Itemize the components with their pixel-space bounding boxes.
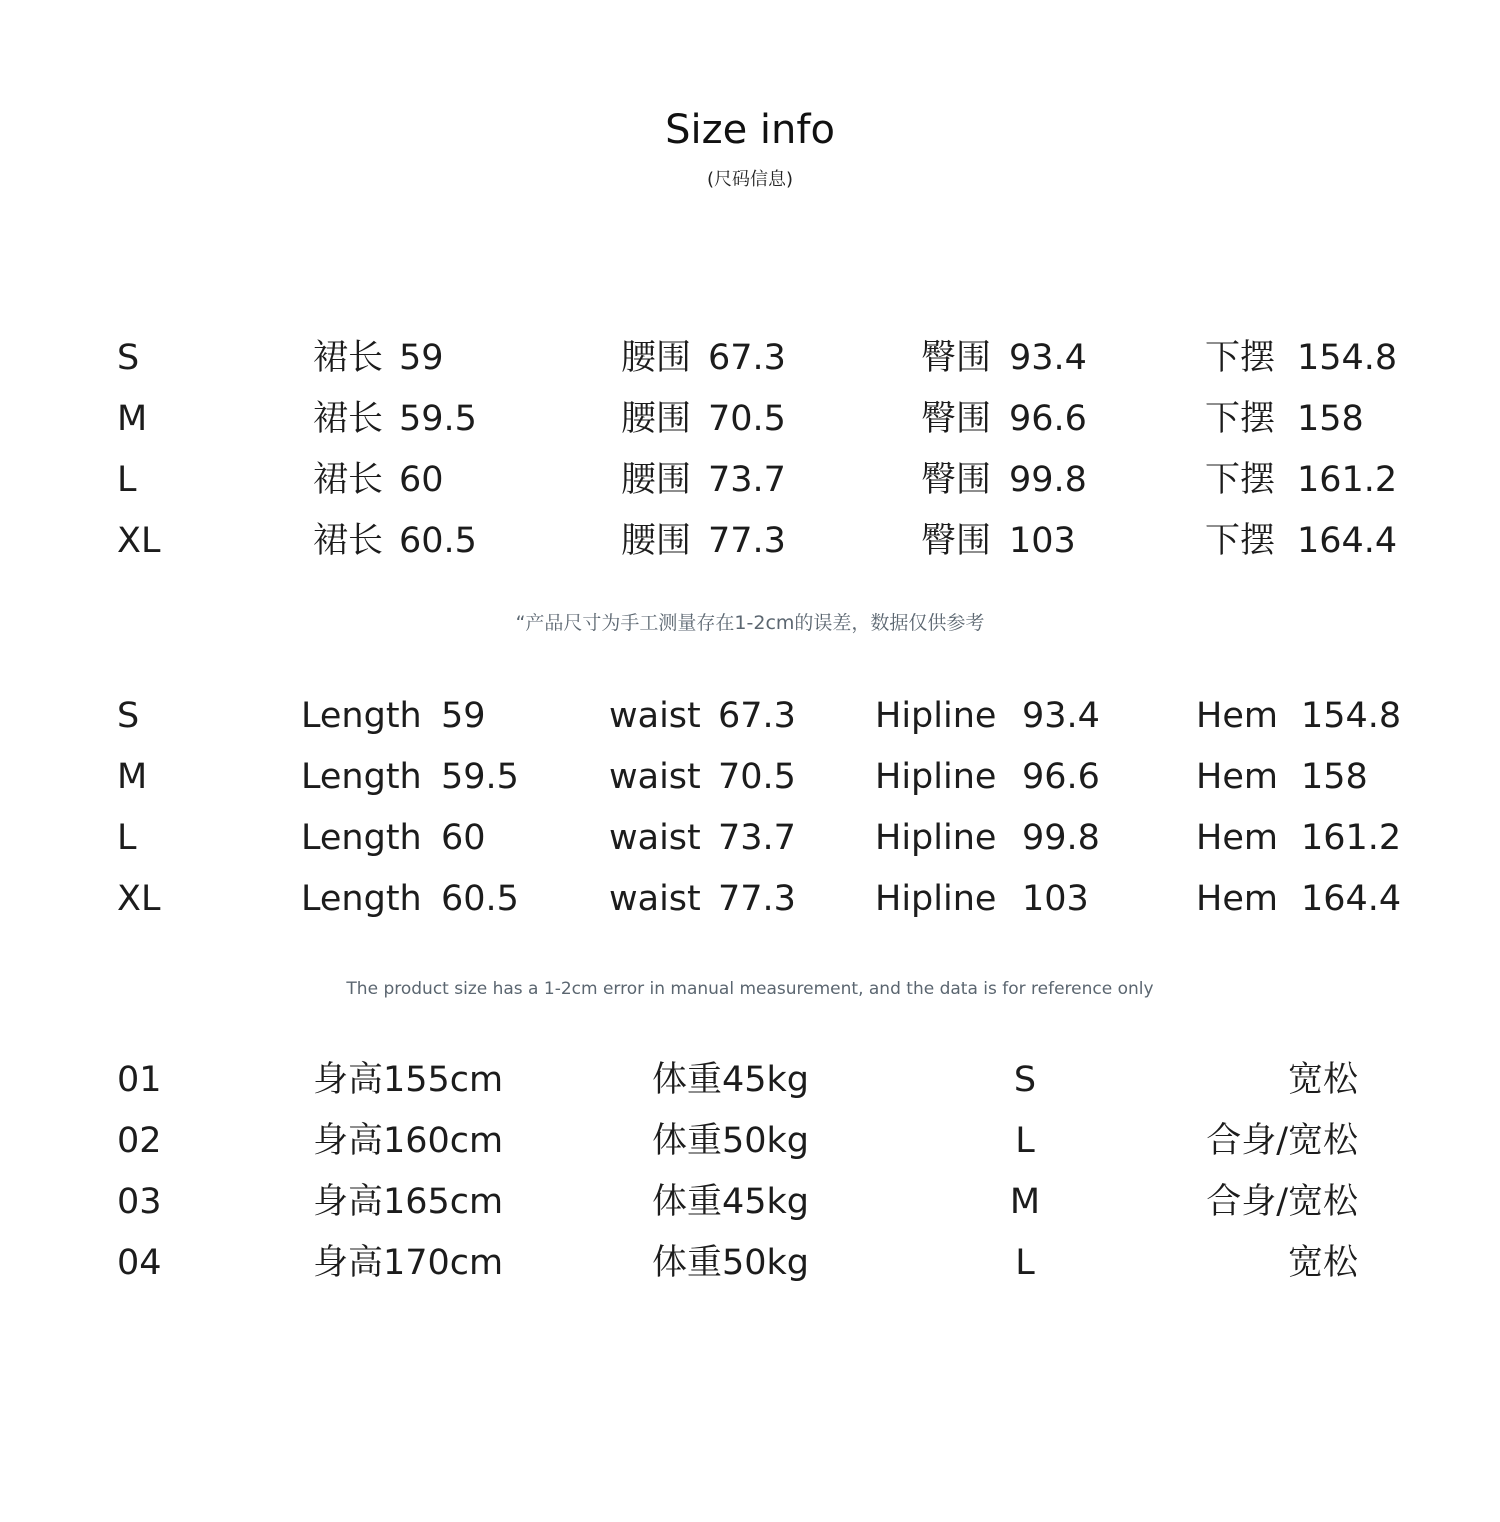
model-fit: 宽松: [1287, 1243, 1358, 1283]
hem-label: Hem: [1196, 696, 1278, 736]
length-value: 60: [399, 460, 444, 500]
waist-value: 67.3: [708, 338, 786, 378]
waist-label: waist: [609, 879, 701, 919]
hipline-value: 99.8: [1009, 460, 1087, 500]
hem-label: 下摆: [1205, 338, 1276, 378]
waist-value: 77.3: [718, 879, 796, 919]
waist-value: 70.5: [718, 757, 796, 797]
waist-label: waist: [609, 818, 701, 858]
waist-label: 腰围: [621, 399, 692, 439]
length-label: Length: [301, 879, 422, 919]
hipline-value: 93.4: [1009, 338, 1087, 378]
hem-value: 154.8: [1297, 338, 1398, 378]
waist-value: 67.3: [718, 696, 796, 736]
hipline-value: 96.6: [1022, 757, 1100, 797]
length-value: 59: [441, 696, 486, 736]
size-label: L: [117, 460, 137, 500]
hem-value: 154.8: [1301, 696, 1402, 736]
hem-label: Hem: [1196, 818, 1278, 858]
hem-label: Hem: [1196, 879, 1278, 919]
hem-label: Hem: [1196, 757, 1278, 797]
hem-value: 158: [1301, 757, 1368, 797]
hipline-label: 臀围: [921, 399, 992, 439]
size-label: L: [117, 818, 137, 858]
page-title: Size info: [665, 107, 835, 153]
size-label: M: [117, 399, 148, 439]
model-size: L: [1015, 1121, 1035, 1161]
model-size: M: [1009, 1182, 1041, 1222]
model-weight: 体重45kg: [652, 1182, 810, 1222]
model-number: 03: [117, 1182, 162, 1222]
model-number: 04: [117, 1243, 162, 1283]
cn-size-row: [0, 519, 1500, 580]
hipline-label: 臀围: [921, 460, 992, 500]
hipline-value: 93.4: [1022, 696, 1100, 736]
cn-size-row: [0, 397, 1500, 458]
size-label: XL: [117, 879, 161, 919]
model-fit: 合身/宽松: [1206, 1121, 1358, 1161]
model-row: [0, 1180, 1500, 1241]
hem-label: 下摆: [1205, 399, 1276, 439]
cn-size-row: [0, 336, 1500, 397]
model-size: L: [1015, 1243, 1035, 1283]
hipline-label: Hipline: [875, 757, 997, 797]
length-label: 裙长: [313, 338, 384, 378]
length-value: 60.5: [441, 879, 519, 919]
size-label: S: [117, 696, 140, 736]
length-label: 裙长: [313, 460, 384, 500]
size-label: M: [117, 757, 148, 797]
length-value: 59: [399, 338, 444, 378]
hem-value: 161.2: [1301, 818, 1402, 858]
size-label: XL: [117, 521, 161, 561]
hem-value: 164.4: [1301, 879, 1402, 919]
length-label: Length: [301, 818, 422, 858]
length-label: Length: [301, 696, 422, 736]
hipline-label: 臀围: [921, 521, 992, 561]
hipline-value: 96.6: [1009, 399, 1087, 439]
waist-value: 77.3: [708, 521, 786, 561]
model-row: [0, 1058, 1500, 1119]
length-value: 59.5: [399, 399, 477, 439]
hipline-label: 臀围: [921, 338, 992, 378]
model-height: 身高160cm: [313, 1121, 504, 1161]
hem-value: 161.2: [1297, 460, 1398, 500]
length-value: 60: [441, 818, 486, 858]
hipline-label: Hipline: [875, 879, 997, 919]
hem-label: 下摆: [1205, 521, 1276, 561]
en-size-row: [0, 816, 1500, 877]
length-value: 59.5: [441, 757, 519, 797]
length-label: Length: [301, 757, 422, 797]
waist-label: waist: [609, 757, 701, 797]
en-size-row: [0, 877, 1500, 938]
model-weight: 体重50kg: [652, 1243, 810, 1283]
model-number: 01: [117, 1060, 162, 1100]
hem-value: 158: [1297, 399, 1364, 439]
page-subtitle: (尺码信息): [706, 169, 794, 190]
length-label: 裙长: [313, 399, 384, 439]
en-disclaimer: The product size has a 1-2cm error in manual measurement, and the data is for reference only: [346, 979, 1154, 999]
waist-label: 腰围: [621, 338, 692, 378]
waist-label: 腰围: [621, 521, 692, 561]
hem-value: 164.4: [1297, 521, 1398, 561]
model-weight: 体重50kg: [652, 1121, 810, 1161]
size-label: S: [117, 338, 140, 378]
hipline-label: Hipline: [875, 696, 997, 736]
cn-size-row: [0, 458, 1500, 519]
model-height: 身高165cm: [313, 1182, 504, 1222]
hem-label: 下摆: [1205, 460, 1276, 500]
model-fit: 宽松: [1287, 1060, 1358, 1100]
waist-value: 70.5: [708, 399, 786, 439]
model-weight: 体重45kg: [652, 1060, 810, 1100]
model-number: 02: [117, 1121, 162, 1161]
length-label: 裙长: [313, 521, 384, 561]
en-size-row: [0, 755, 1500, 816]
hipline-value: 103: [1009, 521, 1076, 561]
model-height: 身高170cm: [313, 1243, 504, 1283]
model-height: 身高155cm: [313, 1060, 504, 1100]
hipline-label: Hipline: [875, 818, 997, 858]
model-fit: 合身/宽松: [1206, 1182, 1358, 1222]
model-row: [0, 1241, 1500, 1302]
en-size-row: [0, 694, 1500, 755]
model-row: [0, 1119, 1500, 1180]
length-value: 60.5: [399, 521, 477, 561]
cn-disclaimer: “产品尺寸为手工测量存在1-2cm的误差，数据仅供参考: [515, 612, 985, 634]
hipline-value: 103: [1022, 879, 1089, 919]
model-size: S: [1013, 1060, 1037, 1100]
hipline-value: 99.8: [1022, 818, 1100, 858]
waist-value: 73.7: [718, 818, 796, 858]
waist-label: 腰围: [621, 460, 692, 500]
waist-label: waist: [609, 696, 701, 736]
waist-value: 73.7: [708, 460, 786, 500]
